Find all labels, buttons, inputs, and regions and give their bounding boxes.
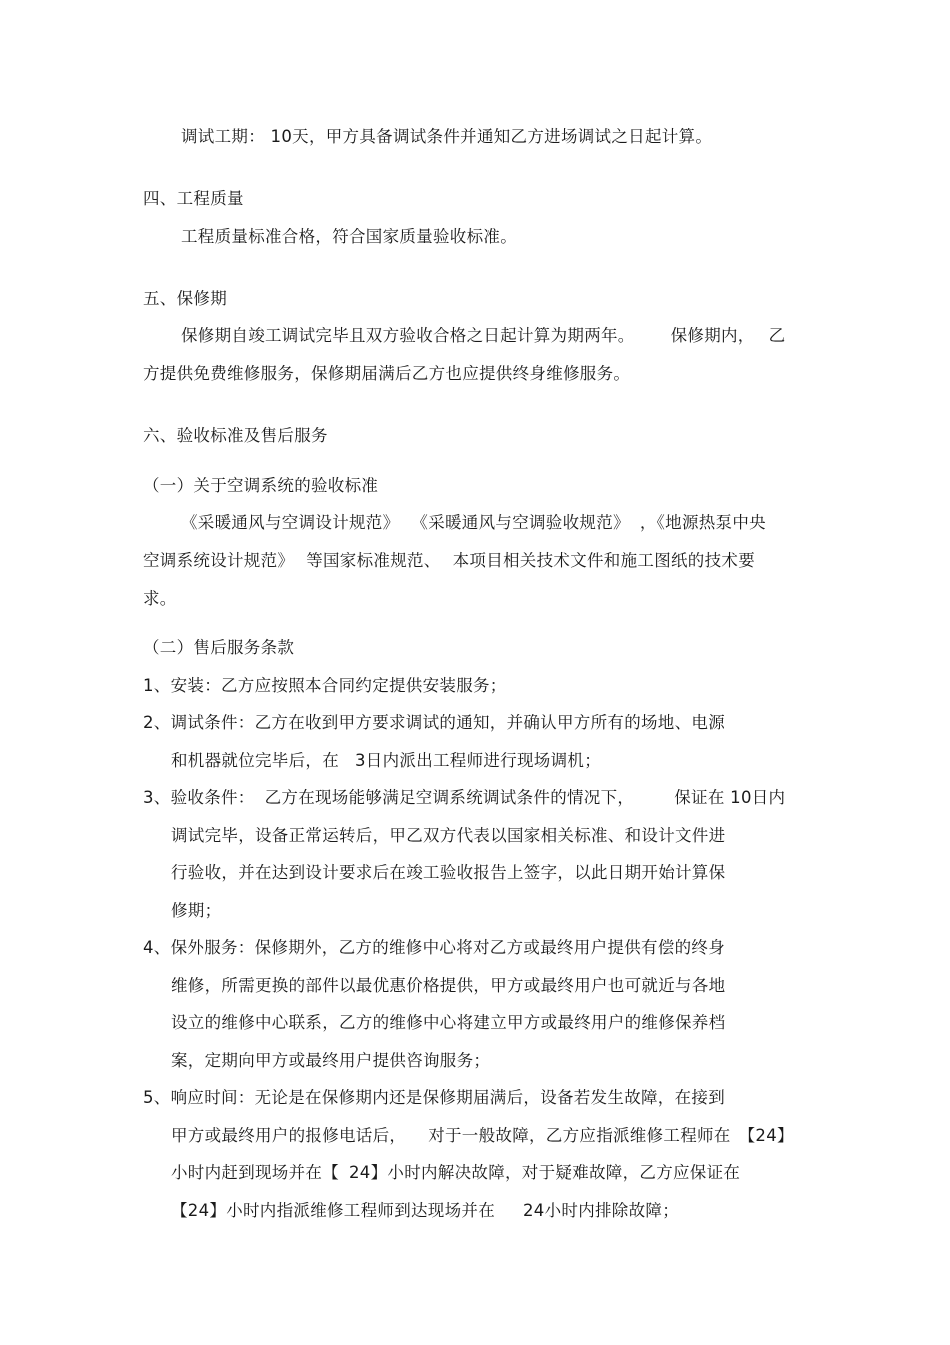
clause-2-line-2 [171,750,601,772]
standard-3-cont: 空调系统设计规范》 [143,551,295,570]
clause-2-line-2-a: 和机器就位完毕后，在 [171,751,339,770]
clause-5-line-3-b: 24】小时内解决故障，对于疑难故障，乙方应保证在 [349,1163,741,1182]
clause-5-line-2-a: 甲方或最终用户的报修电话后， [171,1126,407,1145]
clause-5-line-2 [171,1125,794,1147]
clause-3-line-2: 调试完毕，设备正常运转后，甲乙双方代表以国家相关标准、和设计文件进 [171,826,726,845]
standard-1: 《采暖通风与空调设计规范》 [181,513,400,532]
clause-2-line-1: 2、调试条件：乙方在收到甲方要求调试的通知，并确认甲方所有的场地、电源 [143,713,725,732]
standard-3: ，《地源热泵中央 [639,513,766,532]
clause-3-line-1-b: 乙方在现场能够满足空调系统调试条件的情况下， [264,788,635,807]
clause-5-line-3-a: 小时内赶到现场并在【 [171,1163,339,1182]
clause-5-line-2-c: 【24】 [738,1126,794,1145]
section-5-body-line-1-a: 保修期自竣工调试完毕且双方验收合格之日起计算为期两年。 [181,326,635,345]
clause-4-line-3: 设立的维修中心联系，乙方的维修中心将建立甲方或最终用户的维修保养档 [171,1013,726,1032]
project-docs: 本项目相关技术文件和施工图纸的技术要 [452,551,756,570]
standard-2: 《采暖通风与空调验收规范》 [411,513,630,532]
subsection-1-line-3: 求。 [143,589,177,608]
section-4-heading: 四、工程质量 [143,189,244,208]
clause-3-line-4: 修期； [171,901,222,920]
section-5-body-line-1-b: 保修期内， [670,326,755,345]
national-standards: 等国家标准规范、 [306,551,441,570]
subsection-2-heading: （二）售后服务条款 [143,638,295,657]
subsection-1-heading: （一）关于空调系统的验收标准 [143,476,379,495]
section-5-body-line-1-c: 乙 [768,326,786,345]
clause-1: 1、安装：乙方应按照本合同约定提供安装服务； [143,676,507,695]
clause-3-line-1-a: 3、验收条件： [143,788,255,807]
clause-5-line-4-a: 【24】小时内指派维修工程师到达现场并在 [171,1201,495,1220]
debug-period-text: 调试工期： 10天，甲方具备调试条件并通知乙方进场调试之日起计算。 [181,127,713,146]
clause-5-line-1: 5、响应时间：无论是在保修期内还是保修期届满后，设备若发生故障，在接到 [143,1088,725,1107]
section-5-heading: 五、保修期 [143,289,227,308]
clause-2-line-2-b: 3日内派出工程师进行现场调机； [355,751,601,770]
section-4-body: 工程质量标准合格，符合国家质量验收标准。 [181,227,517,246]
section-6-heading: 六、验收标准及售后服务 [143,426,328,445]
clause-5-line-2-b: 对于一般故障，乙方应指派维修工程师在 [428,1126,731,1145]
section-5-body-line-1 [181,325,785,347]
clause-4-line-4: 案，定期向甲方或最终用户提供咨询服务； [171,1051,491,1070]
section-5-body-line-2: 方提供免费维修服务，保修期届满后乙方也应提供终身维修服务。 [143,364,631,383]
clause-3-line-3: 行验收，并在达到设计要求后在竣工验收报告上签字，以此日期开始计算保 [171,863,726,882]
clause-3-line-1 [143,787,785,809]
clause-5-line-4-b: 24小时内排除故障； [523,1201,679,1220]
subsection-1-line-2 [143,550,755,572]
clause-4-line-2: 维修，所需更换的部件以最优惠价格提供，甲方或最终用户也可就近与各地 [171,976,726,995]
clause-3-line-1-c: 保证在 10日内 [674,788,786,807]
clause-4-line-1: 4、保外服务：保修期外，乙方的维修中心将对乙方或最终用户提供有偿的终身 [143,938,725,957]
clause-5-line-4 [171,1200,679,1222]
subsection-1-line-1 [181,512,766,534]
clause-5-line-3 [171,1162,740,1184]
